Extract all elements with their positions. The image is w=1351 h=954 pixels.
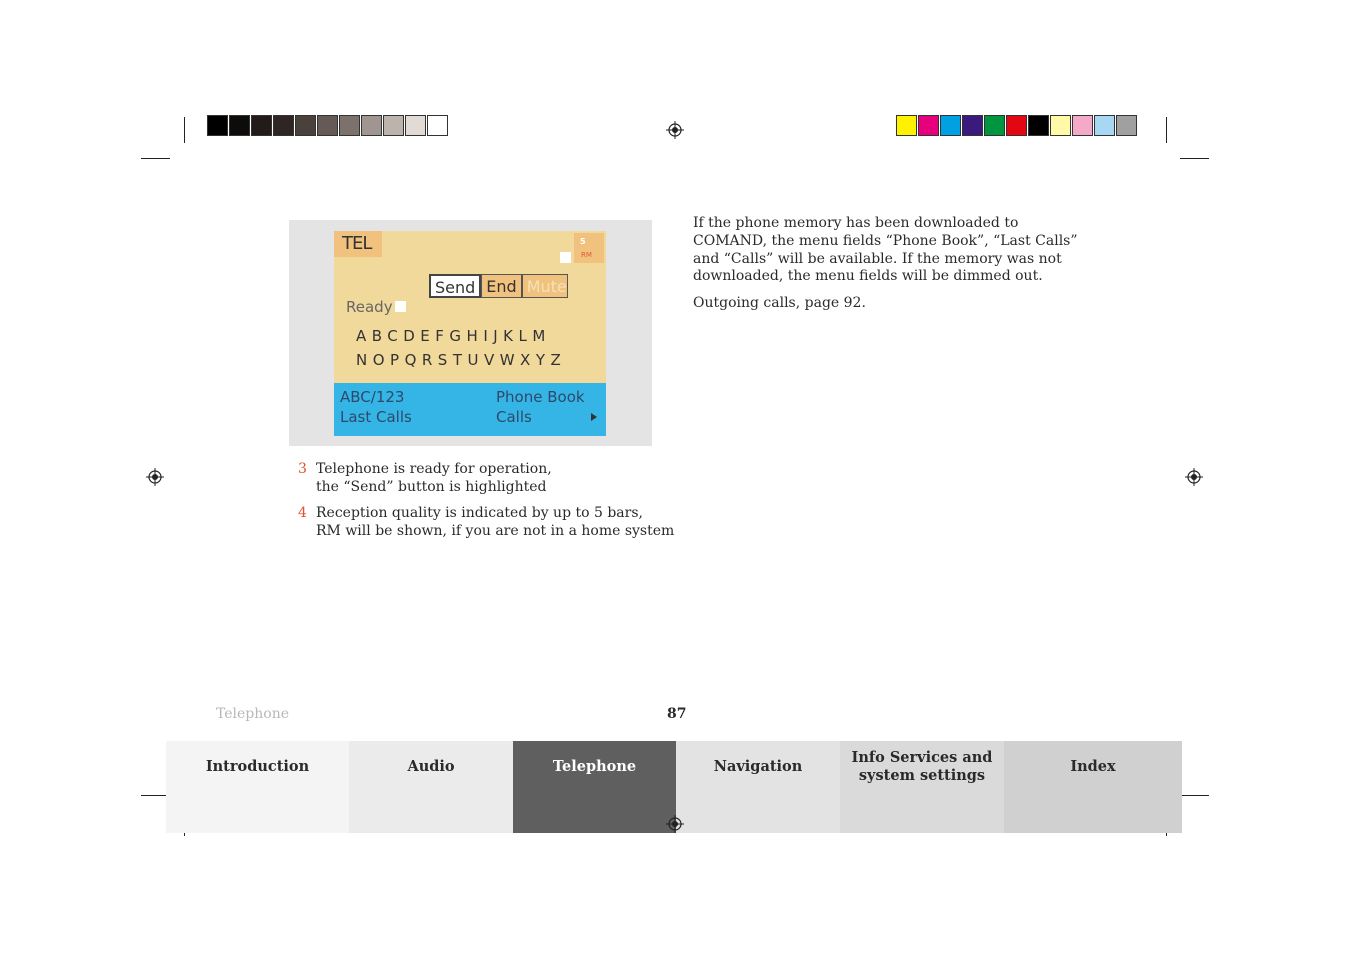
color-swatch: [207, 115, 228, 136]
alphabet-row-2[interactable]: NOPQRSTUVWXYZ: [356, 351, 567, 369]
soft-menu: [334, 383, 606, 436]
tab-label: Introduction: [205, 758, 310, 775]
roaming-label: RM: [581, 251, 592, 259]
page-number: 87: [667, 706, 687, 722]
callout-marker: [395, 301, 406, 312]
body-paragraph: [693, 215, 1078, 286]
color-swatch: [427, 115, 448, 136]
color-swatch: [984, 115, 1005, 136]
tab-label: Navigation: [713, 758, 803, 775]
paragraph-line: and “Calls” will be available. If the memory was not: [693, 250, 1062, 267]
tab-navigation[interactable]: [676, 741, 840, 833]
paragraph-line: If the phone memory has been downloaded to: [693, 215, 1019, 231]
registration-mark-icon: [666, 121, 684, 139]
paragraph-line: downloaded, the menu fields will be dimmed out.: [693, 268, 1043, 285]
menu-last-calls[interactable]: Last Calls: [340, 408, 412, 426]
process-color-bar: [896, 115, 1138, 136]
color-swatch: [251, 115, 272, 136]
comand-display: [334, 231, 606, 436]
mute-button[interactable]: Mute: [522, 274, 568, 298]
menu-abc123[interactable]: ABC/123: [340, 388, 405, 406]
status-text: Ready: [346, 298, 393, 316]
color-swatch: [918, 115, 939, 136]
crop-mark: [184, 117, 185, 143]
note-line: Reception quality is indicated by up to 5 bars,: [316, 505, 643, 521]
tab-info-services[interactable]: [840, 741, 1004, 833]
page-reference[interactable]: Outgoing calls, page 92.: [693, 295, 866, 311]
end-button[interactable]: End: [481, 274, 521, 298]
note-line: Telephone is ready for operation,: [316, 461, 552, 477]
call-button-row: [429, 274, 568, 298]
signal-bars-value: 5: [580, 237, 586, 246]
color-swatch: [1006, 115, 1027, 136]
callout-marker: [560, 252, 571, 263]
gray-color-bar: [207, 115, 449, 136]
tab-label: Index: [1070, 758, 1116, 775]
screen-illustration: [289, 220, 652, 446]
color-swatch: [405, 115, 426, 136]
tab-label: Telephone: [552, 758, 637, 775]
crop-mark: [141, 158, 170, 159]
color-swatch: [295, 115, 316, 136]
crop-mark: [1180, 158, 1209, 159]
color-swatch: [317, 115, 338, 136]
color-swatch: [940, 115, 961, 136]
color-swatch: [339, 115, 360, 136]
registration-mark-icon: [146, 468, 164, 486]
signal-indicator: [574, 233, 604, 263]
triangle-right-icon: [591, 413, 597, 421]
color-swatch: [962, 115, 983, 136]
tab-telephone[interactable]: [513, 741, 676, 833]
note-number: 3: [298, 461, 307, 477]
note-line: the “Send” button is highlighted: [316, 478, 547, 495]
color-swatch: [896, 115, 917, 136]
registration-mark-icon: [666, 815, 684, 833]
note-line: RM will be shown, if you are not in a home system: [316, 522, 675, 539]
color-swatch: [1094, 115, 1115, 136]
send-button[interactable]: Send: [429, 274, 481, 298]
menu-phone-book[interactable]: Phone Book: [496, 388, 585, 406]
menu-calls[interactable]: Calls: [496, 408, 532, 426]
color-swatch: [1028, 115, 1049, 136]
color-swatch: [1116, 115, 1137, 136]
section-label: Telephone: [216, 706, 290, 722]
note-number: 4: [298, 505, 307, 521]
color-swatch: [1072, 115, 1093, 136]
tab-audio[interactable]: [349, 741, 513, 833]
tab-label: Audio: [407, 758, 455, 775]
color-swatch: [1050, 115, 1071, 136]
crop-mark: [1166, 117, 1167, 143]
registration-mark-icon: [1185, 468, 1203, 486]
color-swatch: [229, 115, 250, 136]
crop-mark: [1180, 795, 1209, 796]
tab-label: Info Services and system settings: [851, 749, 993, 784]
paragraph-line: COMAND, the menu fields “Phone Book”, “Last Calls”: [693, 232, 1078, 249]
tab-introduction[interactable]: [166, 741, 349, 833]
color-swatch: [383, 115, 404, 136]
tel-title: TEL: [334, 231, 382, 257]
tab-index[interactable]: [1004, 741, 1182, 833]
alphabet-row-1[interactable]: ABCDEFGHIJKLM: [356, 327, 551, 345]
color-swatch: [273, 115, 294, 136]
color-swatch: [361, 115, 382, 136]
